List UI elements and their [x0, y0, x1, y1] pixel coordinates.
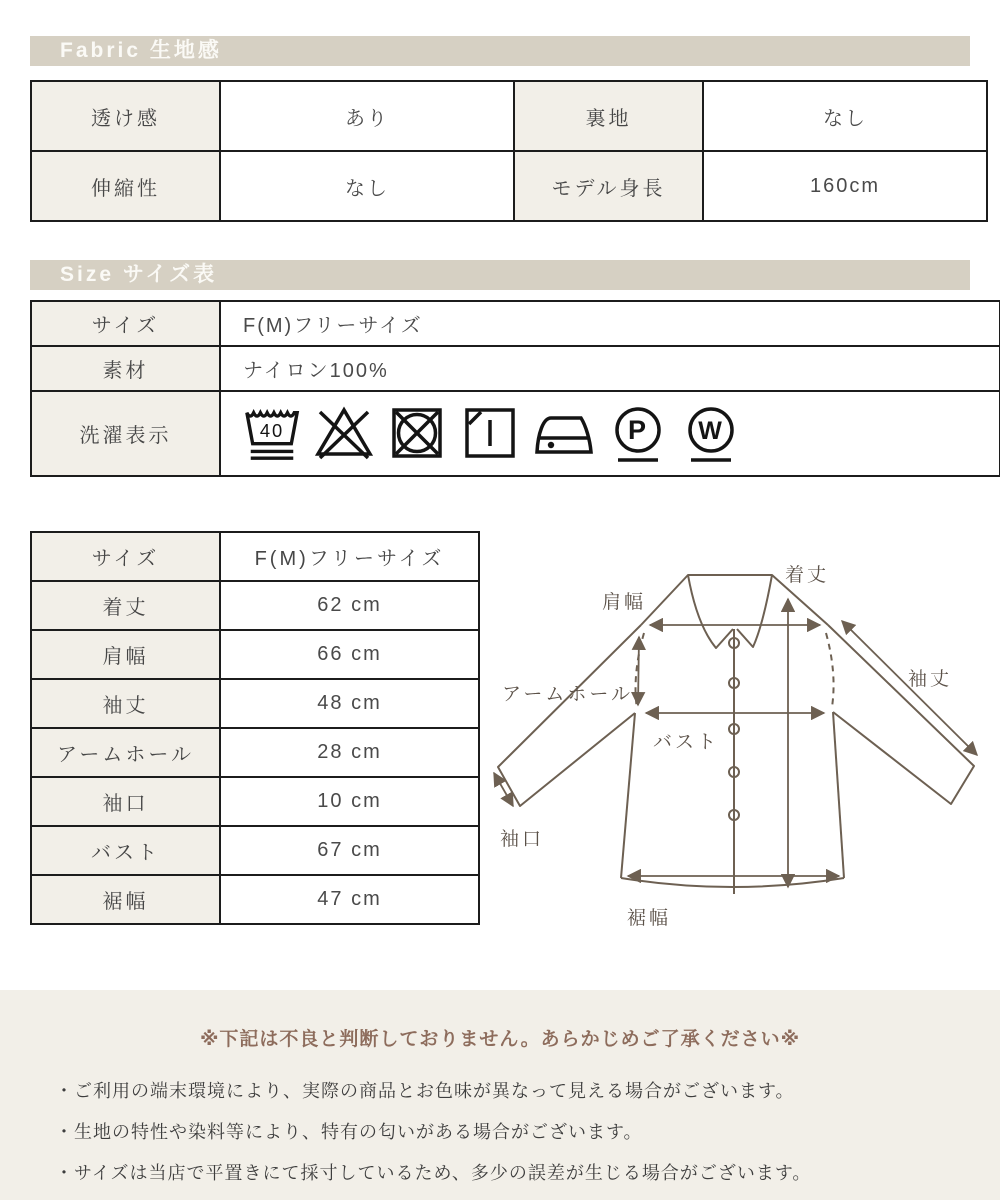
- material-label: 素材: [31, 346, 220, 391]
- svg-text:40: 40: [259, 419, 285, 441]
- hem-label: 裾幅: [627, 908, 672, 929]
- measure-row: [31, 875, 479, 924]
- measure-label-shoulder: 肩幅: [31, 630, 220, 679]
- fabric-value-sheerness: あり: [220, 81, 514, 151]
- fabric-value-stretch: なし: [220, 151, 514, 221]
- sleeve-label: 袖丈: [908, 669, 953, 690]
- measure-label-armhole: アームホール: [31, 728, 220, 777]
- svg-text:P: P: [627, 414, 649, 445]
- size-value: F(M)フリーサイズ: [220, 301, 1000, 346]
- measurement-table: [30, 531, 480, 925]
- measure-label-sleeve: 袖丈: [31, 679, 220, 728]
- disclaimer-section: [0, 990, 1000, 1200]
- measure-label-hem: 裾幅: [31, 875, 220, 924]
- garment-measurement-diagram: [480, 545, 1000, 935]
- do-not-bleach-icon: [314, 402, 374, 466]
- disclaimer-title: ※下記は不良と判断しておりません。あらかじめご了承ください※: [199, 1029, 801, 1050]
- bust-label: バスト: [653, 732, 720, 753]
- measure-label-bust: バスト: [31, 826, 220, 875]
- measure-header-label: サイズ: [31, 532, 220, 581]
- measure-value-shoulder: 66 cm: [220, 630, 479, 679]
- measure-row: [31, 581, 479, 630]
- fabric-label-sheerness: 透け感: [31, 81, 220, 151]
- size-label: サイズ: [31, 301, 220, 346]
- measure-row: [31, 630, 479, 679]
- laundry-care-icons: [243, 402, 998, 466]
- material-row: [31, 346, 1000, 391]
- fabric-row: [31, 151, 987, 221]
- measure-value-bust: 67 cm: [220, 826, 479, 875]
- size-info-table: [30, 300, 1000, 477]
- measure-value-sleeve: 48 cm: [220, 679, 479, 728]
- care-label: 洗濯表示: [31, 391, 220, 476]
- cuff-label: 袖口: [500, 829, 545, 850]
- fabric-table: [30, 80, 988, 222]
- measure-label-cuff: 袖口: [31, 777, 220, 826]
- measure-row: [31, 826, 479, 875]
- measure-header-value: F(M)フリーサイズ: [220, 532, 479, 581]
- fabric-label-model-height: モデル身長: [514, 151, 703, 221]
- wet-clean-gentle-icon: [681, 402, 741, 466]
- shoulder-label: 肩幅: [602, 592, 647, 613]
- measure-label-length: 着丈: [31, 581, 220, 630]
- body-length-label: 着丈: [785, 565, 830, 586]
- line-dry-in-shade-icon: [460, 402, 520, 466]
- material-value: ナイロン100%: [220, 346, 1000, 391]
- svg-text:W: W: [698, 416, 724, 445]
- measure-row: [31, 679, 479, 728]
- wash-40-very-gentle-icon: [243, 402, 301, 466]
- measure-value-cuff: 10 cm: [220, 777, 479, 826]
- dry-clean-p-gentle-icon: [608, 402, 668, 466]
- measure-value-length: 62 cm: [220, 581, 479, 630]
- disclaimer-item: ・ご利用の端末環境により、実際の商品とお色味が異なって見える場合がございます。: [55, 1081, 795, 1101]
- care-row: [31, 391, 1000, 476]
- measurement-arrows: [494, 599, 977, 887]
- do-not-tumble-dry-icon: [387, 402, 447, 466]
- shirt-outline: [498, 575, 974, 894]
- measure-value-armhole: 28 cm: [220, 728, 479, 777]
- size-row: [31, 301, 1000, 346]
- fabric-section-header: Fabric 生地感: [30, 36, 970, 66]
- disclaimer-item: ・サイズは当店で平置きにて採寸しているため、多少の誤差が生じる場合がございます。: [55, 1163, 812, 1183]
- diagram-labels: [500, 564, 952, 929]
- armhole-arrow: [638, 637, 639, 705]
- fabric-value-model-height: 160cm: [703, 151, 987, 221]
- measure-row: [31, 728, 479, 777]
- fabric-label-stretch: 伸縮性: [31, 151, 220, 221]
- measure-value-hem: 47 cm: [220, 875, 479, 924]
- measure-header-row: [31, 532, 479, 581]
- fabric-label-lining: 裏地: [514, 81, 703, 151]
- size-section-header: Size サイズ表: [30, 260, 970, 290]
- fabric-row: [31, 81, 987, 151]
- fabric-value-lining: なし: [703, 81, 987, 151]
- iron-low-heat-icon: [533, 402, 595, 466]
- armhole-label: アームホール: [502, 684, 634, 705]
- disclaimer-item: ・生地の特性や染料等により、特有の匂いがある場合がございます。: [55, 1122, 643, 1142]
- measure-row: [31, 777, 479, 826]
